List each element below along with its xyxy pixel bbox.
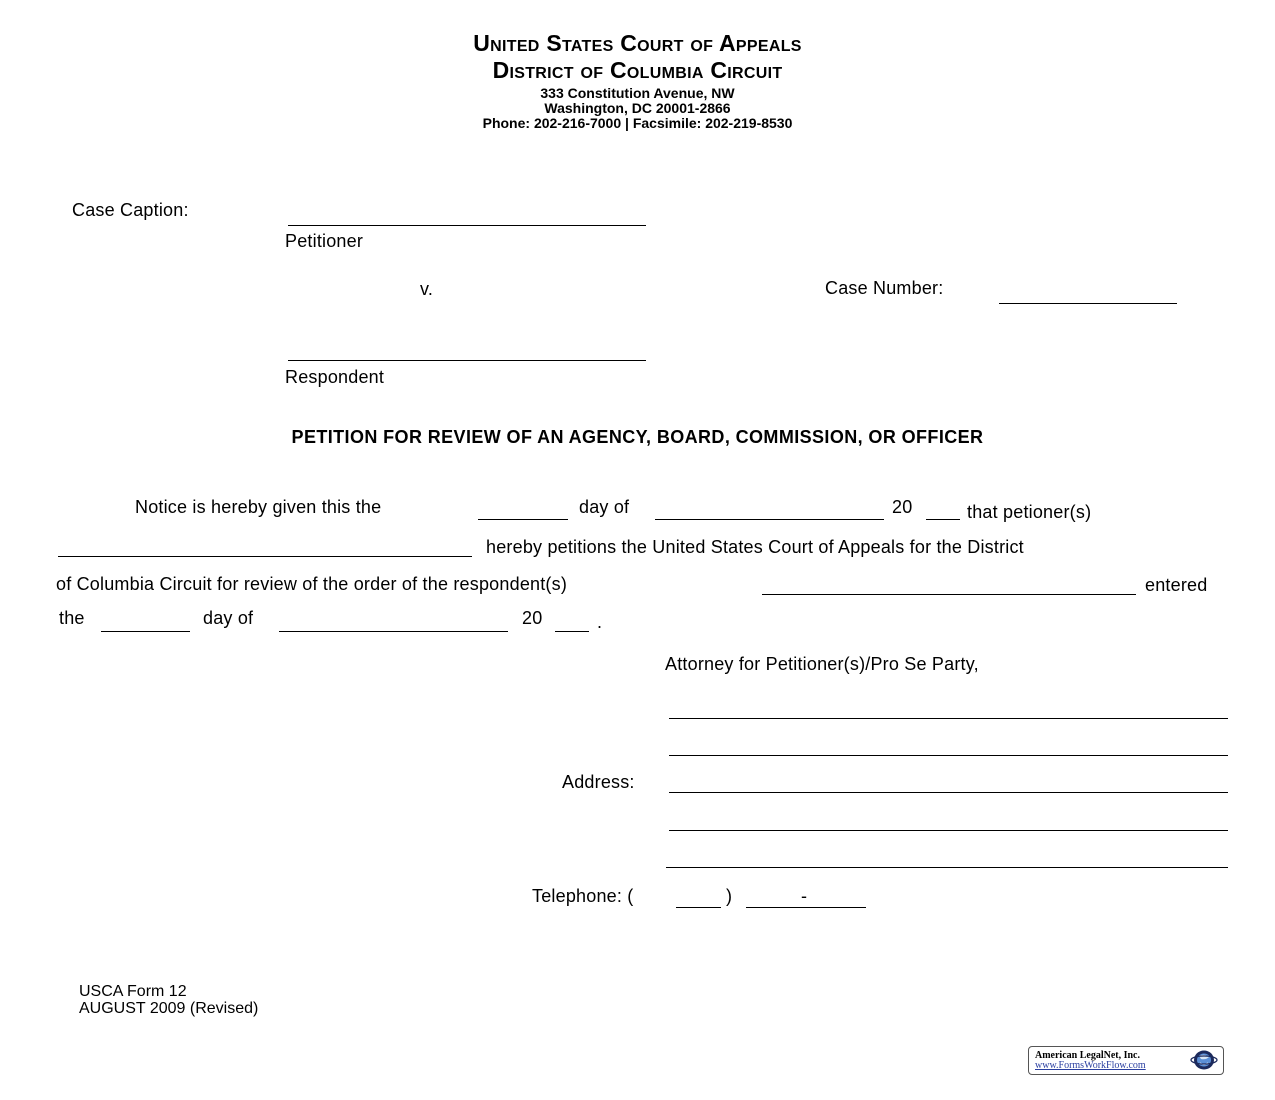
review-order-text: of Columbia Circuit for review of the order of the respondent(s) — [56, 574, 568, 594]
order-year-field[interactable] — [555, 631, 589, 632]
address-line1-field[interactable] — [669, 792, 1228, 793]
attorney-signature-field[interactable] — [669, 718, 1228, 719]
case-number-field[interactable] — [999, 303, 1177, 304]
address-line3-field[interactable] — [666, 867, 1228, 868]
case-caption-label: Case Caption: — [72, 200, 189, 220]
telephone-label: Telephone: ( — [532, 886, 634, 906]
year-prefix-2: 20 — [522, 608, 543, 628]
logo-company-name: American LegalNet, Inc. — [1035, 1050, 1140, 1061]
respondent-field[interactable] — [288, 360, 646, 361]
attorney-label: Attorney for Petitioner(s)/Pro Se Party, — [665, 654, 979, 674]
form-revision: AUGUST 2009 (Revised) — [79, 1000, 259, 1017]
court-contact: Phone: 202-216-7000 | Facsimile: 202-219-8530 — [482, 115, 793, 131]
globe-icon — [1187, 1049, 1219, 1071]
notice-day-field[interactable] — [478, 519, 568, 520]
respondent-label: Respondent — [285, 367, 385, 387]
court-address-line1: 333 Constitution Avenue, NW — [540, 85, 735, 101]
telephone-close-paren: ) — [726, 886, 733, 906]
versus-label: v. — [420, 279, 434, 299]
notice-year-field[interactable] — [926, 519, 960, 520]
court-address-line2: Washington, DC 20001-2866 — [544, 100, 731, 116]
order-day-field[interactable] — [101, 631, 190, 632]
day-of-label-2: day of — [203, 608, 254, 628]
respondent-name-field[interactable] — [762, 594, 1136, 595]
hereby-petitions-text: hereby petitions the United States Court of Appeals for the District — [486, 537, 1024, 557]
american-legalnet-logo[interactable] — [1028, 1046, 1224, 1075]
logo-url-link[interactable]: www.FormsWorkFlow.com — [1035, 1060, 1146, 1071]
petitioner-name-field[interactable] — [58, 556, 472, 557]
sentence-period: . — [597, 612, 603, 632]
entered-label: entered — [1145, 575, 1208, 595]
day-of-label-1: day of — [579, 497, 630, 517]
order-month-field[interactable] — [279, 631, 508, 632]
year-prefix-1: 20 — [892, 497, 913, 517]
address-label: Address: — [562, 772, 635, 792]
telephone-area-code-field[interactable] — [676, 907, 721, 908]
telephone-dash: - — [801, 886, 808, 906]
court-circuit: District of Columbia Circuit — [492, 57, 783, 83]
that-petitioner-label: that petioner(s) — [967, 502, 1092, 522]
attorney-name-field[interactable] — [669, 755, 1228, 756]
address-line2-field[interactable] — [669, 830, 1228, 831]
petitioner-field[interactable] — [288, 225, 646, 226]
case-number-label: Case Number: — [825, 278, 944, 298]
notice-prefix: Notice is hereby given this the — [135, 497, 382, 517]
form-title: PETITION FOR REVIEW OF AN AGENCY, BOARD, COMMISSION, OR OFFICER — [291, 427, 984, 447]
telephone-number-field[interactable] — [746, 907, 866, 908]
petitioner-label: Petitioner — [285, 231, 364, 251]
court-name: United States Court of Appeals — [473, 30, 802, 56]
form-id: USCA Form 12 — [79, 983, 187, 1000]
the-label: the — [59, 608, 85, 628]
notice-month-field[interactable] — [655, 519, 884, 520]
